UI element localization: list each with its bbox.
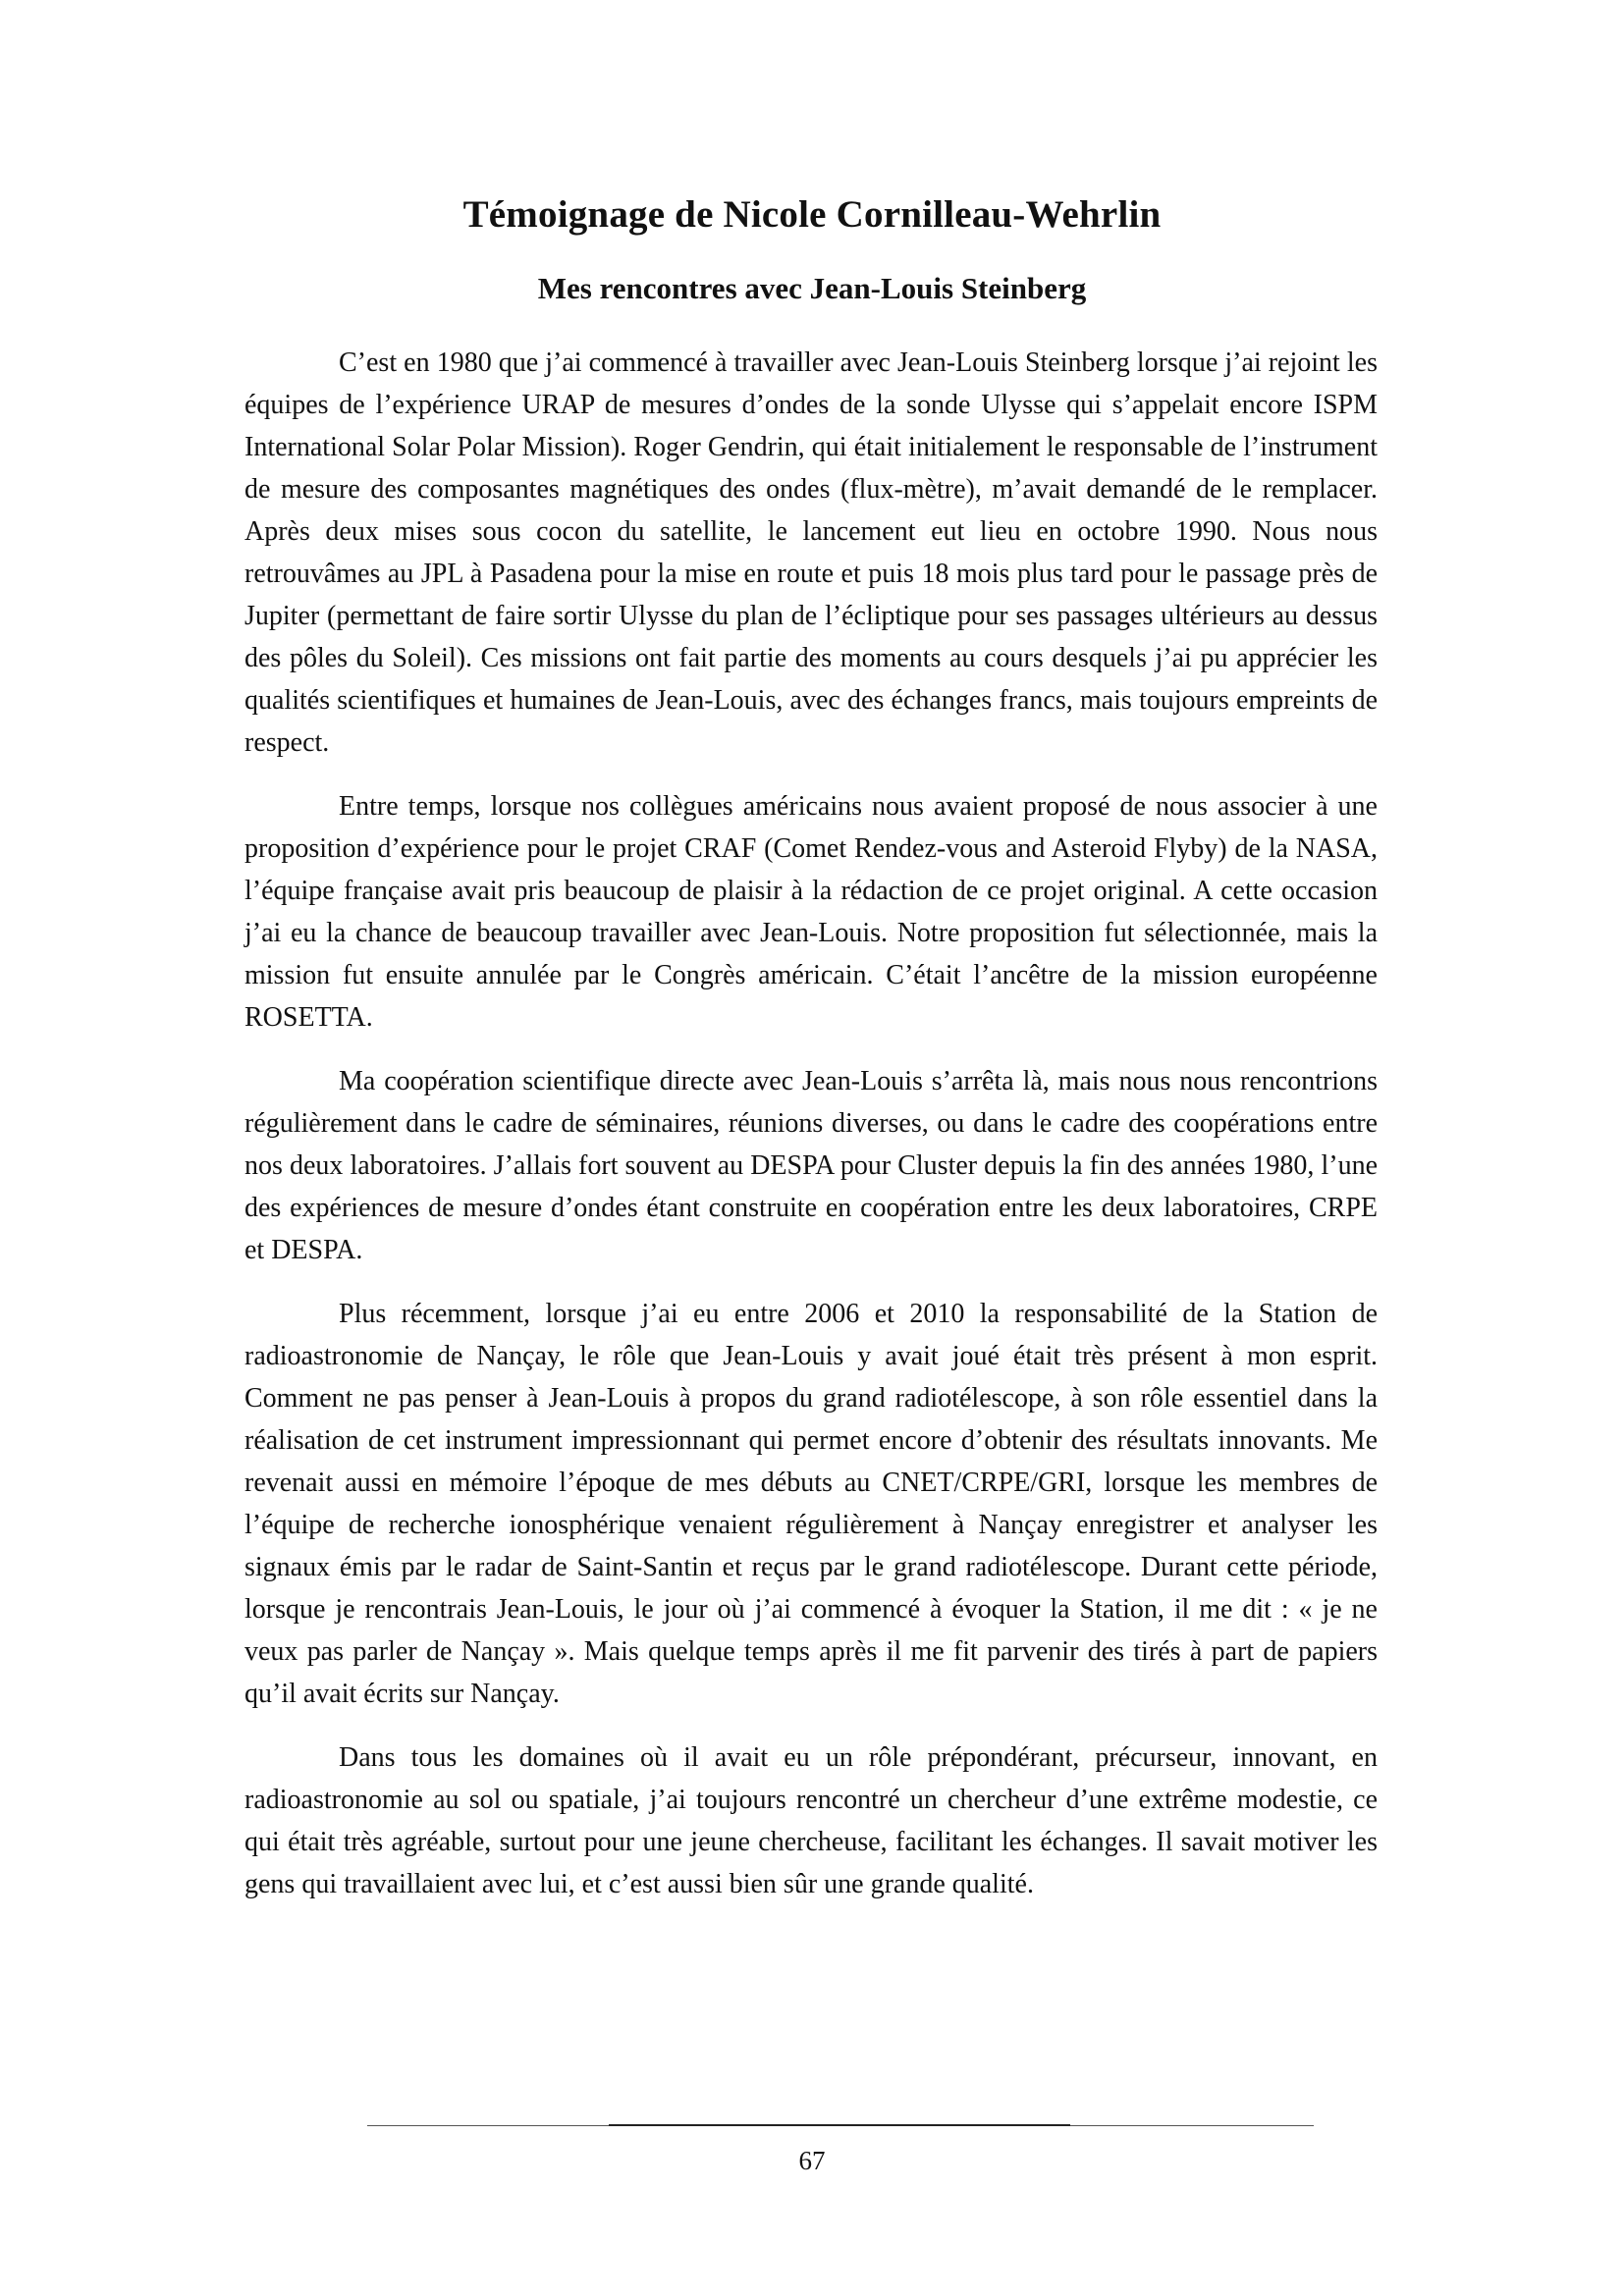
page-title: Témoignage de Nicole Cornilleau-Wehrlin (462, 193, 1162, 236)
footer-divider-accent (609, 2124, 1070, 2126)
body-text (244, 342, 1378, 1927)
page-subtitle: Mes rencontres avec Jean-Louis Steinberg (537, 271, 1087, 305)
paragraph-3: Ma coopération scientifique directe avec Jean-Louis s’arrêta là, mais nous nous rencontrions régulièrement dans le cadre de séminaires, réunions diverses, ou dans le cadre des coopérations entre nos deux laboratoires. J’allais fort souvent au DESPA pour Cluster depuis la fin des années 1980, l’une des expériences de mesure d’ondes étant construite en coopération entre les deux laboratoires, CRPE et DESPA. (244, 1066, 1378, 1265)
paragraph-5: Dans tous les domaines où il avait eu un rôle prépondérant, précurseur, innovant, en radioastronomie au sol ou spatiale, j’ai toujours rencontré un chercheur d’une extrême modestie, ce qui était très agréable, surtout pour une jeune chercheuse, facilitant les échanges. Il savait motiver les gens qui travaillaient avec lui, et c’est aussi bien sûr une grande qualité. (244, 1742, 1378, 1899)
paragraph-1: C’est en 1980 que j’ai commencé à travailler avec Jean-Louis Steinberg lorsque j’ai rejoint les équipes de l’expérience URAP de mesures d’ondes de la sonde Ulysse qui s’appelait encore ISPM International Solar Polar Mission). Roger Gendrin, qui était initialement le responsable de l’instrument de mesure des composantes magnétiques des ondes (flux-mètre), m’avait demandé de le remplacer. Après deux mises sous cocon du satellite, le lancement eut lieu en octobre 1990. Nous nous retrouvâmes au JPL à Pasadena pour la mise en route et puis 18 mois plus tard pour le passage près de Jupiter (permettant de faire sortir Ulysse du plan de l’écliptique pour ses passages ultérieurs au dessus des pôles du Soleil). Ces missions ont fait partie des moments au cours desquels j’ai pu apprécier les qualités scientifiques et humaines de Jean-Louis, avec des échanges francs, mais toujours empreints de respect. (244, 347, 1378, 758)
paragraph-4: Plus récemment, lorsque j’ai eu entre 2006 et 2010 la responsabilité de la Station de radioastronomie de Nançay, le rôle que Jean-Louis y avait joué était très présent à mon esprit. Comment ne pas penser à Jean-Louis à propos du grand radiotélescope, à son rôle essentiel dans la réalisation de cet instrument impressionnant qui permet encore d’obtenir des résultats innovants. Me revenait aussi en mémoire l’époque de mes débuts au CNET/CRPE/GRI, lorsque les membres de l’équipe de recherche ionosphérique venaient régulièrement à Nançay enregistrer et analyser les signaux émis par le radar de Saint-Santin et reçus par le grand radiotélescope. Durant cette période, lorsque je rencontrais Jean-Louis, le jour où j’ai commencé à évoquer la Station, il me dit : « je ne veux pas parler de Nançay ». Mais quelque temps après il me fit parvenir des tirés à part de papiers qu’il avait écrits sur Nançay. (244, 1299, 1378, 1709)
paragraph-2: Entre temps, lorsque nos collègues américains nous avaient proposé de nous associer à une proposition d’expérience pour le projet CRAF (Comet Rendez-vous and Asteroid Flyby) de la NASA, l’équipe française avait pris beaucoup de plaisir à la rédaction de ce projet original. A cette occasion j’ai eu la chance de beaucoup travailler avec Jean-Louis. Notre proposition fut sélectionnée, mais la mission fut ensuite annulée par le Congrès américain. C’était l’ancêtre de la mission européenne ROSETTA. (244, 791, 1378, 1033)
page-number: 67 (798, 2146, 826, 2175)
